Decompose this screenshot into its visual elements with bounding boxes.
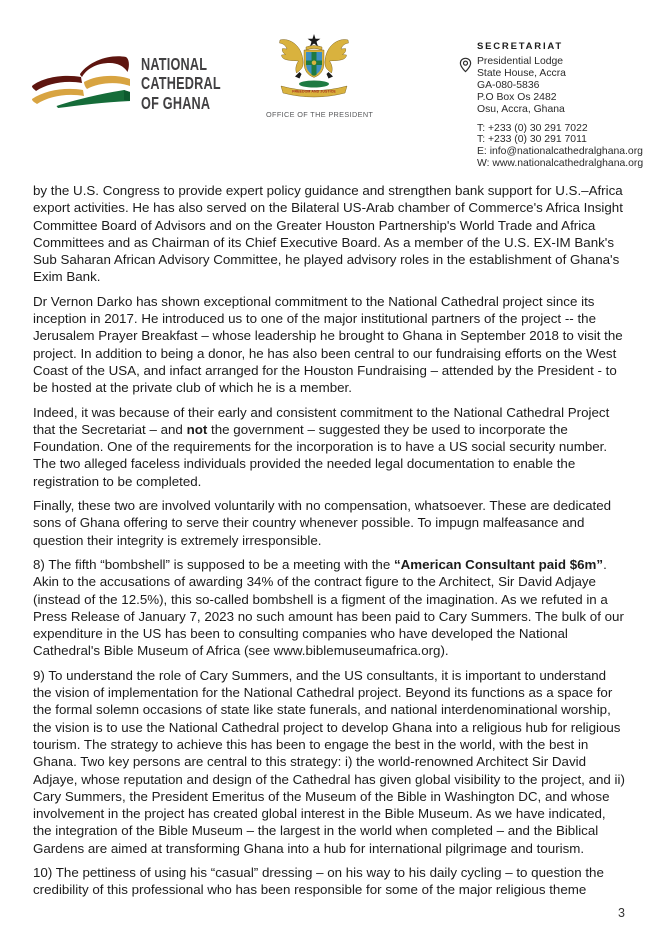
bold-text-run: “American Consultant paid $6m” — [393, 556, 604, 572]
secretariat-contacts — [477, 123, 651, 171]
page-number: 3 — [618, 906, 625, 920]
text-line: GA-080-5836 — [477, 79, 540, 91]
text-line: E: info@nationalcathedralghana.org — [477, 146, 643, 158]
org-wordmark — [141, 55, 221, 113]
paragraph — [33, 293, 625, 397]
text-line: P.O Box Os 2482 — [477, 91, 557, 103]
text-run: by the U.S. Congress to provide expert policy guidance and strengthen bank support for U.S.–Africa export activities. He has also served on the Bilateral US-Arab chamber of Commerce's Africa Insight Committee Board of Advisors and on the Greater Houston Partnership's World Trade and Africa Committees and as Chairman of its Chief Executive Board. As a member of the U.S. EX-IM Bank's Sub Saharan African Advisory Committee, he played advisory roles in the establishment of Ghana's Exim Bank. — [33, 183, 623, 285]
org-wordmark-line: NATIONAL — [141, 54, 208, 74]
text-line: Osu, Accra, Ghana — [477, 103, 565, 115]
office-caption: OFFICE OF THE PRESIDENT — [266, 110, 374, 119]
paragraph — [33, 556, 625, 660]
text-line: T: +233 (0) 30 291 7011 — [477, 134, 587, 146]
paragraph — [33, 404, 625, 490]
motto-text: FREEDOM AND JUSTICE — [292, 89, 336, 94]
text-run: 10) The pettiness of using his “casual” dressing – on his way to his daily cycling – to question the credibility of this professional who has been responsible for some of the major religious theme — [33, 864, 604, 898]
location-pin-icon — [459, 57, 472, 73]
text-line: Presidential Lodge — [477, 56, 564, 67]
text-run: 8) The fifth “bombshell” is supposed to be a meeting with the — [33, 556, 394, 572]
cathedral-arches-logo-icon — [31, 54, 132, 109]
text-run: the government – suggested they be used to incorporate the Foundation. One of the requirements for the incorporation is to have a US social security number. The two alleged faceless individuals provided the needed legal documentation to enable the registration to be completed. — [33, 421, 608, 489]
secretariat-title: SECRETARIAT — [477, 41, 563, 52]
bold-text-run: not — [186, 421, 208, 437]
text-line: W: www.nationalcathedralghana.org — [477, 158, 644, 170]
text-run: . Akin to the accusations of awarding 34% of the contract figure to the Architect, Sir David Adjaye (instead of the 12.5%), this so-called bombshell is a figment of the imagination. As we refuted in a Press Release of January 7, 2023 no such amount has been paid to Cary Summers. The bulk of our expenditure in the US has been to consulting companies who have developed the National Cathedral's Bible Museum of Africa (see www.biblemuseumafrica.org). — [33, 556, 624, 659]
secretariat-address — [477, 56, 566, 116]
org-wordmark-line: OF GHANA — [141, 92, 211, 113]
paragraph — [33, 667, 625, 857]
document-body — [33, 182, 625, 906]
text-run: Dr Vernon Darko has shown exceptional commitment to the National Cathedral project since its inception in 2017. He introduced us to one of the major institutional partners of the project -- the Jerusalem Prayer Breakfast – whose leadership he brought to Ghana in September 2018 to visit the project. In addition to being a donor, he has also been central to our fundraising efforts on the West Coast of the USA, and infact arranged for the Houston Fundraising – attended by the President - to be hosted at the private club of which he is a member. — [33, 293, 623, 396]
text-line: T: +233 (0) 30 291 7022 — [477, 122, 588, 134]
secretariat-block — [459, 41, 651, 170]
text-run: Finally, these two are involved voluntarily with no compensation, whatsoever. These are dedicated sons of Ghana offering to serve their country whenever possible. To impugn malfeasance and question their integrity is extremely irresponsible. — [33, 498, 612, 548]
paragraph — [33, 182, 625, 286]
org-wordmark-line: CATHEDRAL — [141, 73, 221, 94]
text-run: 9) To understand the role of Cary Summers, and the US consultants, it is important to understand the vision of implementation for the National Cathedral project. Beyond its functions as a space for the formal solemn occasions of state like state funerals, and national interdenominational worship, the vision is to use the National Cathedral project to develop Ghana into a religious hub for religious tourism. The strategy to achieve this has been to engage the best in the world, with the best in Ghana. Two key persons are central to this strategy: i) the world-renowned Architect Sir David Adjaye, whose reputation and design of the Cathedral has given global visibility to the project, and ii) Cary Summers, the President Emeritus of the Museum of the Bible in Washington DC, and whose involvement in the project has created global interest in the Bible Museum. As we have indicated, the integration of the Bible Museum – the largest in the world when completed – and the Biblical Gardens are aimed at transforming Ghana into a hub for international pilgrimage and tourism. — [33, 667, 625, 856]
ghana-coat-of-arms-icon — [277, 33, 351, 109]
text-line: State House, Accra — [477, 67, 566, 79]
text-run: Indeed, it was because of their early and consistent commitment to the National Cathedral Project that the Secretariat – and — [33, 404, 610, 437]
paragraph — [33, 864, 625, 899]
paragraph — [33, 497, 625, 549]
